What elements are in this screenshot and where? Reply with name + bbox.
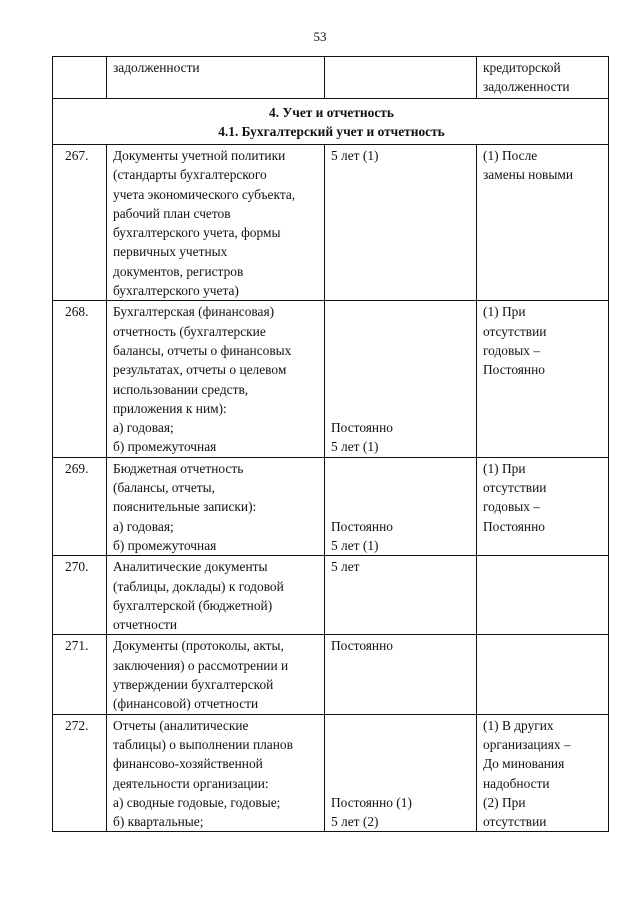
cell-number: 271. [53,635,107,714]
cell-line: заключения) о рассмотрении и [113,657,289,673]
cell-term [325,556,477,635]
cell-line: (1) При [483,304,526,320]
cell-document [107,145,325,301]
cell-line [331,754,472,773]
cell-term [325,457,477,555]
cell-line [331,399,472,418]
cell-line: результатах, отчеты о целевом [113,362,287,378]
cell-line: рабочий план счетов [113,205,231,221]
cell-line: б) промежуточная [113,439,217,455]
cell-line: (1) После [483,148,538,163]
cell-line: (балансы, отчеты, [113,480,216,496]
cell-line: (1) В других [483,717,554,733]
cell-term [325,57,477,99]
cell-term [325,714,477,832]
cell-line: таблицы) о выполнении планов [113,736,293,752]
cell-line: пояснительные записки): [113,499,257,515]
table-row [53,556,609,635]
cell-line: утверждении бухгалтерской [113,677,274,693]
cell-document [107,457,325,555]
cell-line: Постоянно [483,362,545,378]
cell-number: 268. [53,301,107,457]
cell-line [331,716,472,735]
cell-line: а) годовая; [113,518,174,534]
cell-line: а) сводные годовые, годовые; [113,794,281,810]
cell-line: первичных учетных [113,244,228,260]
cell-term [325,145,477,301]
cell-line: отчетности [113,617,178,633]
table-row [53,635,609,714]
cell-line: учета экономического субъекта, [113,186,296,202]
section-header [53,99,609,145]
cell-line: Бюджетная отчетность [113,460,244,476]
cell-document [107,57,325,99]
retention-table [52,56,609,832]
cell-line: Постоянно [331,420,393,436]
section-header-row [53,99,609,145]
cell-line: Постоянно (1) [331,794,412,810]
cell-line [331,459,472,478]
cell-line: документов, регистров [113,263,244,279]
cell-line: финансово-хозяйственной [113,756,263,772]
cell-line [331,497,472,516]
cell-line: деятельности организации: [113,775,269,791]
cell-line: отсутствии [483,323,547,339]
cell-document [107,301,325,457]
cell-line [331,478,472,497]
cell-line: Постоянно [483,518,545,534]
cell-line: б) квартальные; [113,814,204,830]
continuation-row [53,57,609,99]
cell-line [331,735,472,754]
cell-note [477,301,609,457]
section-subtitle: 4.1. Бухгалтерский учет и отчетность [218,124,445,140]
cell-line: Документы (протоколы, акты, [113,638,284,654]
cell-line: Постоянно [331,518,393,534]
cell-line: Документы учетной политики [113,148,286,163]
cell-line: отчетность (бухгалтерские [113,323,266,339]
cell-line: годовых – [483,499,541,515]
cell-line [331,322,472,341]
cell-line [331,341,472,360]
table-row [53,301,609,457]
cell-term [325,301,477,457]
cell-line: использовании средств, [113,381,249,397]
cell-line: балансы, отчеты о финансовых [113,342,292,358]
cell-line: 5 лет (1) [331,148,379,163]
table-row [53,145,609,301]
cell-line: бухгалтерского учета) [113,283,239,299]
cell-number: 272. [53,714,107,832]
cell-line: годовых – [483,342,541,358]
cell-number: 267. [53,145,107,301]
cell-line: 5 лет (1) [331,537,379,553]
cell-line [331,360,472,379]
cell-document [107,556,325,635]
cell-note [477,457,609,555]
cell-line: (1) При [483,460,526,476]
cell-line: задолженности [483,79,570,95]
cell-document [107,635,325,714]
cell-line: (таблицы, доклады) к годовой [113,578,284,594]
cell-line: Отчеты (аналитические [113,717,249,733]
cell-note [477,714,609,832]
cell-note [477,556,609,635]
cell-line: надобности [483,775,550,791]
table-row [53,457,609,555]
cell-line: Аналитические документы [113,559,268,575]
cell-line: 5 лет [331,559,360,575]
cell-line: приложения к ним): [113,400,227,416]
cell-number: 269. [53,457,107,555]
cell-line: Бухгалтерская (финансовая) [113,304,275,320]
cell-line: задолженности [113,60,200,75]
table-body [53,57,609,832]
cell-line: бухгалтерского учета, формы [113,225,281,241]
cell-line: кредиторской [483,60,561,75]
cell-number: 270. [53,556,107,635]
cell-line: (стандарты бухгалтерского [113,167,267,183]
cell-line: 5 лет (2) [331,814,379,830]
cell-line [331,302,472,321]
page-number: 53 [313,29,327,44]
cell-line: б) промежуточная [113,537,217,553]
cell-note [477,635,609,714]
cell-line: замены новыми [483,167,573,183]
cell-number [53,57,107,99]
cell-line: 5 лет (1) [331,439,379,455]
cell-line: отсутствии [483,480,547,496]
cell-line: (2) При [483,794,526,810]
cell-line: Постоянно [331,638,393,654]
cell-note [477,57,609,99]
cell-line: организациях – [483,736,571,752]
cell-document [107,714,325,832]
cell-line [331,774,472,793]
cell-line: До минования [483,756,565,772]
section-title: 4. Учет и отчетность [269,105,394,120]
cell-line: отсутствии [483,814,547,830]
cell-note [477,145,609,301]
table-row [53,714,609,832]
cell-line [331,380,472,399]
cell-line: (финансовой) отчетности [113,696,259,712]
cell-line: а) годовая; [113,420,174,436]
cell-line: бухгалтерской (бюджетной) [113,597,273,613]
cell-term [325,635,477,714]
